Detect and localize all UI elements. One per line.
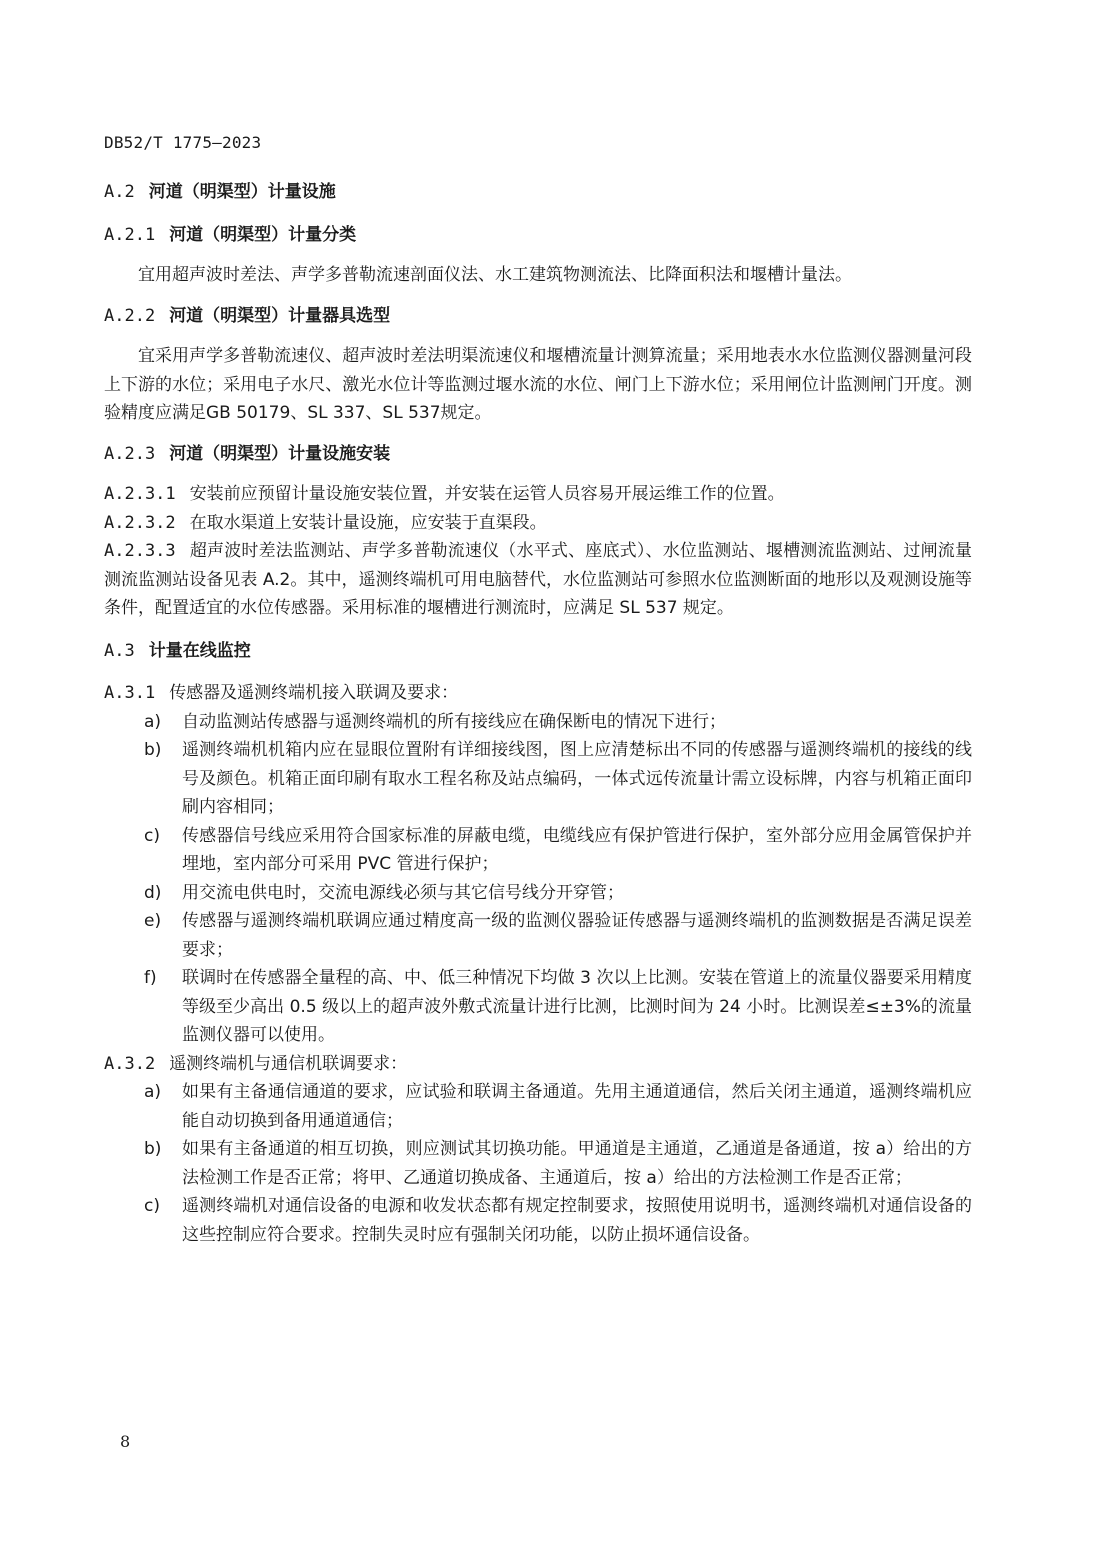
section-title: 河道（明渠型）计量器具选型 [169,305,391,326]
clause-number: A.3.1 [104,683,156,703]
list-item-text: 遥测终端机机箱内应在显眼位置附有详细接线图，图上应清楚标出不同的传感器与遥测终端机的接线的线号及颜色。机箱正面印刷有取水工程名称及站点编码，一体式远传流量计需立设标牌，内容与机箱正面印刷内容相同； [182,740,972,817]
list-item [104,1078,972,1135]
list-marker: d) [144,882,162,903]
list-item-text: 遥测终端机对通信设备的电源和收发状态都有规定控制要求，按照使用说明书，遥测终端机对通信设备的这些控制应符合要求。控制失灵时应有强制关闭功能，以防止损坏通信设备。 [182,1196,972,1245]
section-number: A.2.2 [104,305,156,326]
page-number: 8 [120,1432,131,1451]
section-number: A.2 [104,182,135,202]
clause-number: A.2.3.2 [104,512,176,533]
clause-a231 [104,480,972,509]
list-a31 [104,708,972,1050]
list-item-text: 如果有主备通信通道的要求，应试验和联调主备通道。先用主通道通信，然后关闭主通道，遥测终端机应能自动切换到备用通道通信； [182,1082,972,1131]
list-item-text: 传感器与遥测终端机联调应通过精度高一级的监测仪器验证传感器与遥测终端机的监测数据是否满足误差要求； [182,911,972,960]
list-item [104,1192,972,1249]
clause-number: A.2.3.3 [104,541,176,561]
section-title: 河道（明渠型）计量设施 [148,182,336,202]
clause-text: 超声波时差法监测站、声学多普勒流速仪（水平式、座底式）、水位监测站、堰槽测流监测站、过闸流量测流监测站设备见表 A.2。其中，遥测终端机可用电脑替代，水位监测站可参照水位监测断面的地形以及观测设施等条件，配置适宜的水位传感器。采用标准的堰槽进行测流时，应满足 SL 537 规定。 [104,541,972,618]
list-marker: a) [144,711,162,732]
list-item-text: 传感器信号线应采用符合国家标准的屏蔽电缆，电缆线应有保护管进行保护，室外部分应用金属管保护并埋地，室内部分可采用 PVC 管进行保护； [182,825,972,874]
list-marker: a) [144,1082,162,1102]
clause-text: 在取水渠道上安装计量设施，应安装于直渠段。 [189,512,547,533]
clause-text: 安装前应预留计量设施安装位置，并安装在运管人员容易开展运维工作的位置。 [189,484,785,504]
clause-number: A.2.3.1 [104,484,176,504]
section-title: 计量在线监控 [148,640,251,661]
list-marker: e) [144,911,162,931]
section-heading-a3 [104,637,972,666]
paragraph-a22: 宜采用声学多普勒流速仪、超声波时差法明渠流速仪和堰槽流量计测算流量；采用地表水水位监测仪器测量河段上下游的水位；采用电子水尺、激光水位计等监测过堰水流的水位、闸门上下游水位；采用闸位计监测闸门开度。测验精度应满足GB 50179、SL 337、SL 537规定。 [104,346,972,423]
clause-text: 遥测终端机与通信机联调要求： [169,1053,408,1074]
clause-number: A.3.2 [104,1053,156,1074]
list-item-text: 联调时在传感器全量程的高、中、低三种情况下均做 3 次以上比测。安装在管道上的流量仪器要采用精度等级至少高出 0.5 级以上的超声波外敷式流量计进行比测，比测时间为 24 小时。比测误差≤±3%的流量监测仪器可以使用。 [182,968,972,1045]
list-item [104,708,972,737]
list-item [104,736,972,822]
list-item [104,879,972,908]
clause-a32 [104,1050,972,1079]
section-heading-a2 [104,178,972,207]
list-item-text: 如果有主备通道的相互切换，则应测试其切换功能。甲通道是主通道，乙通道是备通道，按 a）给出的方法检测工作是否正常；将甲、乙通道切换成备、主通道后，按 a）给出的方法检测工作是否正常； [182,1139,972,1188]
list-marker: b) [144,1139,162,1159]
list-item [104,822,972,879]
list-marker: b) [144,740,162,760]
section-heading-a21 [104,221,972,250]
section-number: A.3 [104,640,135,661]
section-title: 河道（明渠型）计量分类 [169,224,357,245]
list-marker: f) [144,968,157,988]
list-a32 [104,1078,972,1249]
list-item [104,907,972,964]
section-heading-a23 [104,440,972,469]
document-code: DB52/T 1775—2023 [104,133,262,152]
list-marker: c) [144,825,160,846]
clause-a31 [104,679,972,708]
list-item-text: 自动监测站传感器与遥测终端机的所有接线应在确保断电的情况下进行； [182,711,726,732]
list-item-text: 用交流电供电时，交流电源线必须与其它信号线分开穿管； [182,882,624,903]
section-heading-a22 [104,302,972,331]
clause-a232 [104,509,972,538]
list-item [104,964,972,1050]
section-number: A.2.3 [104,443,156,464]
clause-text: 传感器及遥测终端机接入联调及要求： [169,683,459,703]
clause-a233 [104,537,972,623]
paragraph-a21: 宜用超声波时差法、声学多普勒流速剖面仪法、水工建筑物测流法、比降面积法和堰槽计量法。 [138,265,852,285]
document-content [104,178,972,1249]
section-number: A.2.1 [104,224,156,245]
list-item [104,1135,972,1192]
list-marker: c) [144,1196,160,1216]
section-title: 河道（明渠型）计量设施安装 [169,443,391,464]
